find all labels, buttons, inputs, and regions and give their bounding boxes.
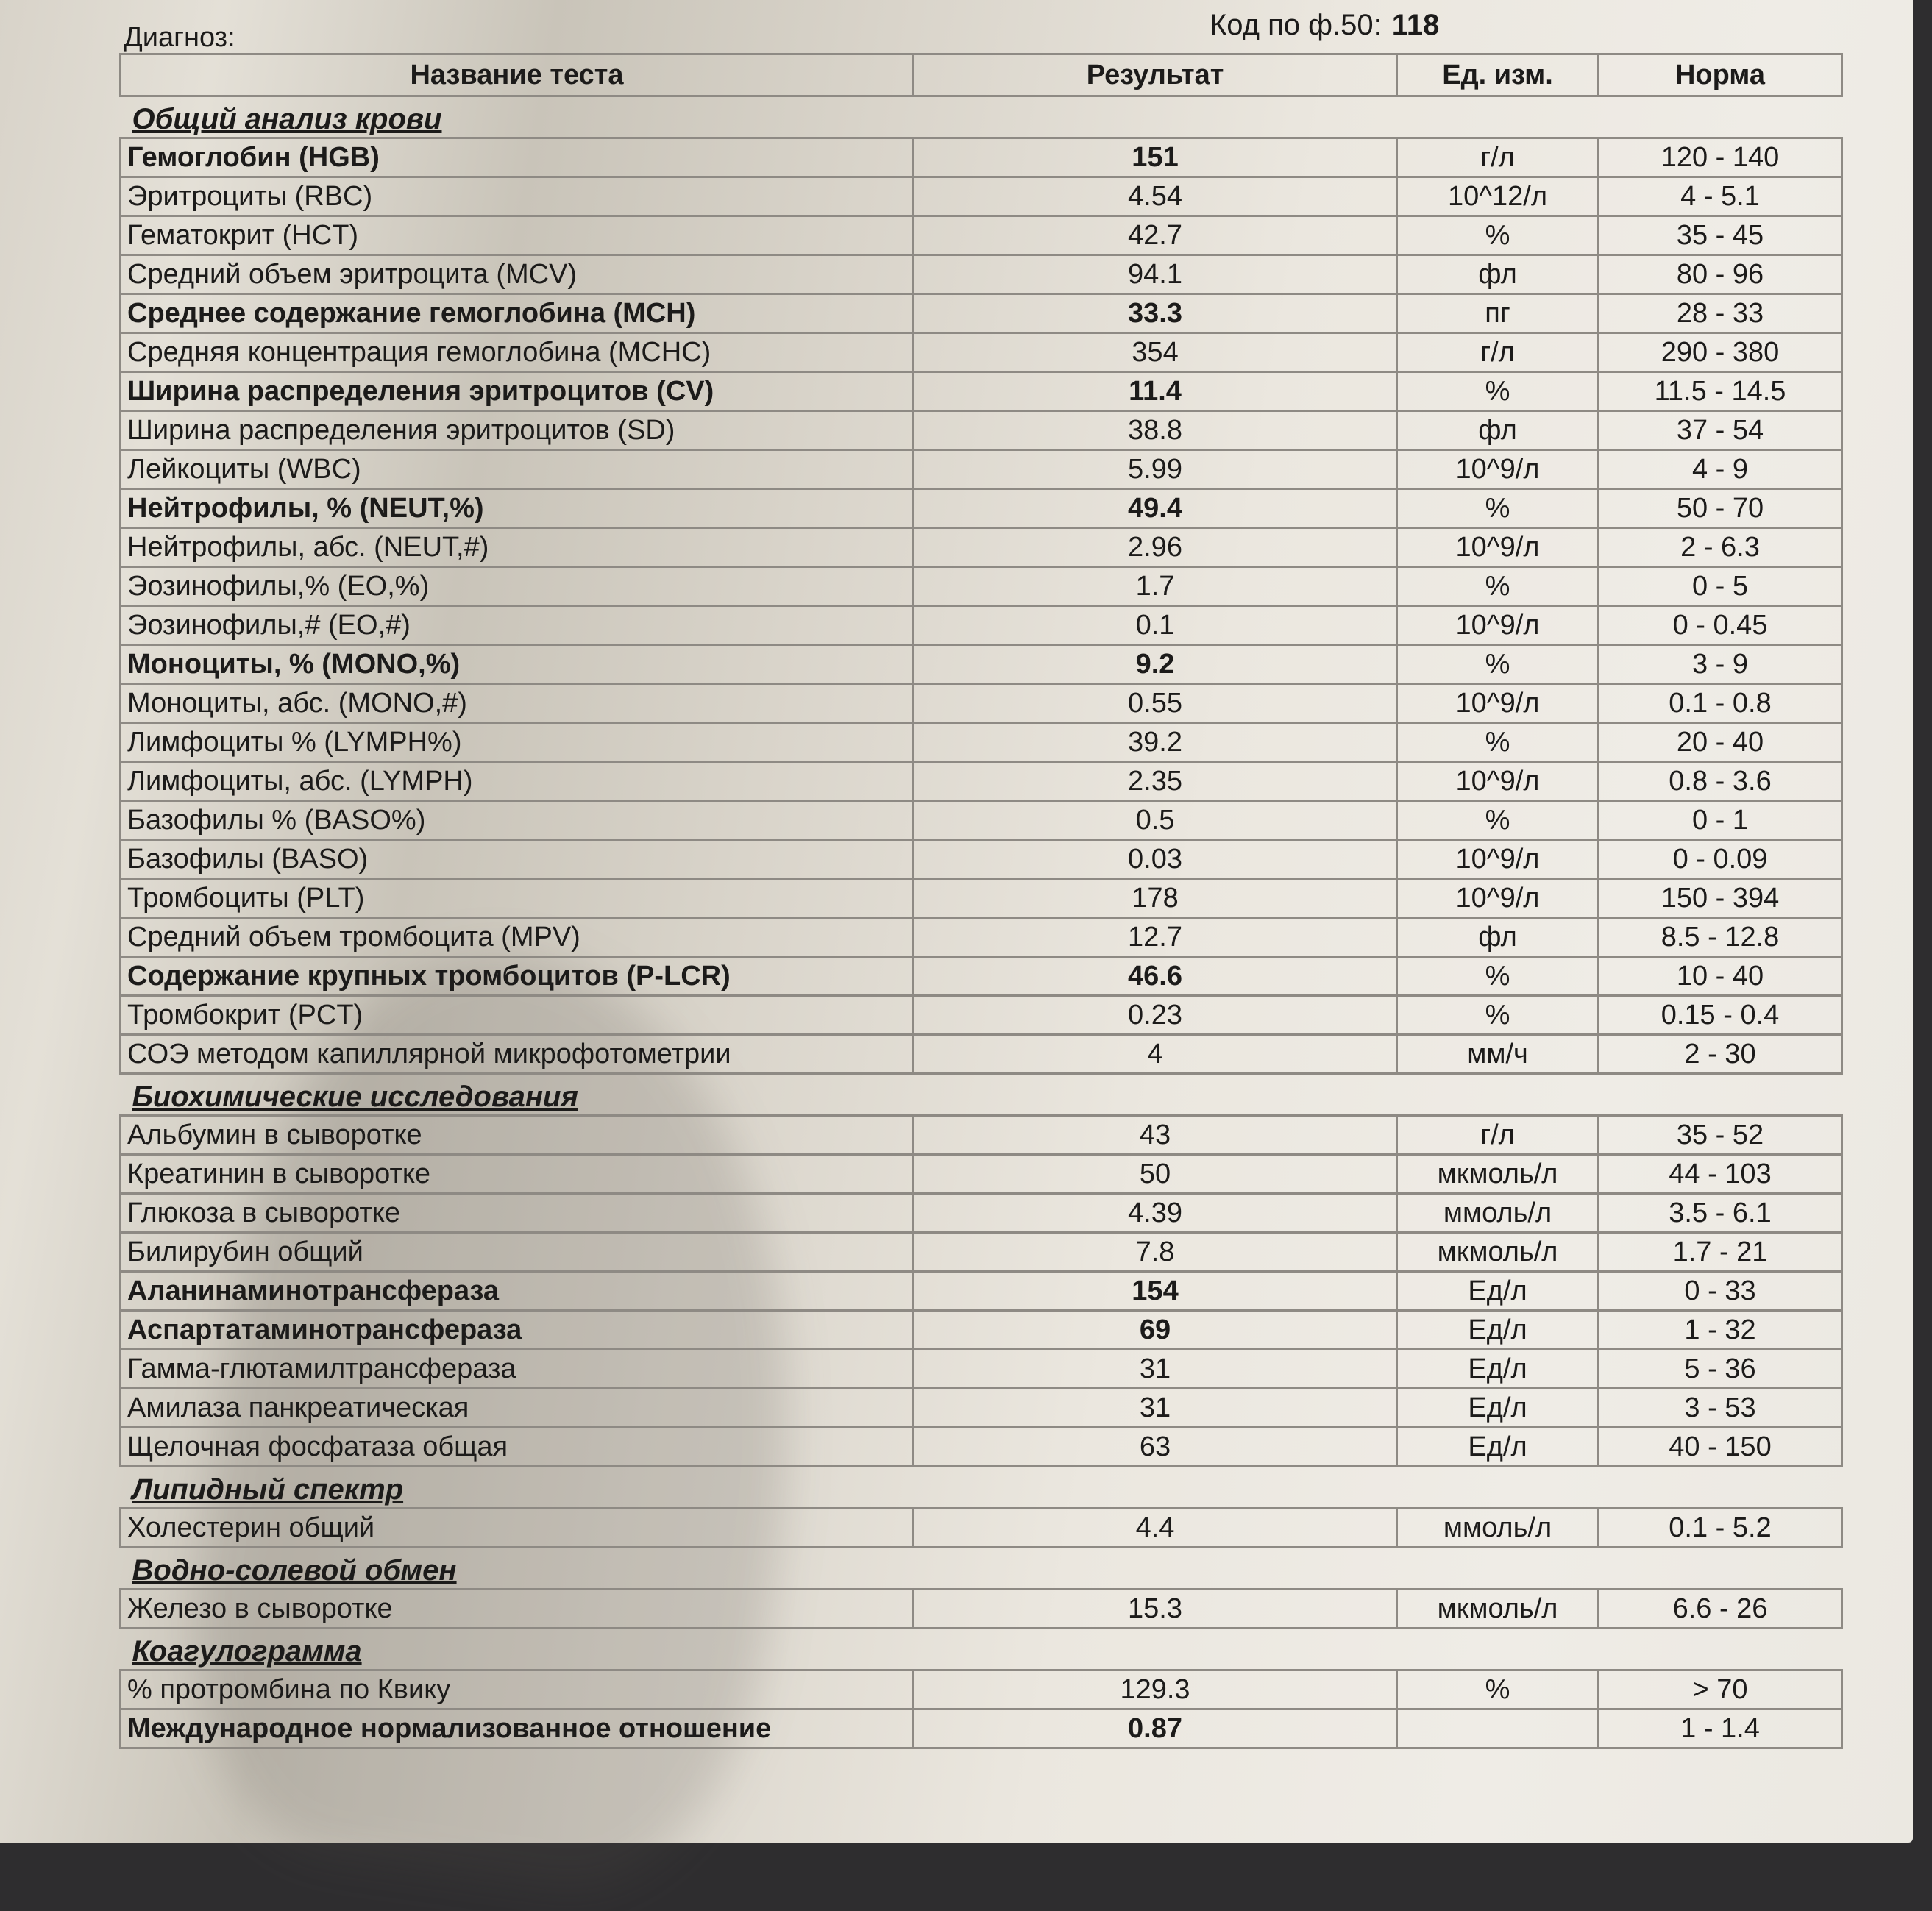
table-row — [121, 645, 1842, 684]
result-cell: 0.87 — [914, 1709, 1397, 1748]
unit-cell: мкмоль/л — [1397, 1590, 1599, 1629]
table-row — [121, 138, 1842, 177]
result-cell: 63 — [914, 1428, 1397, 1467]
unit-cell: % — [1397, 996, 1599, 1035]
norm-cell: 0.8 - 3.6 — [1599, 762, 1842, 801]
unit-cell: % — [1397, 723, 1599, 762]
test-name-cell: СОЭ методом капиллярной микрофотометрии — [121, 1035, 914, 1074]
norm-cell: 0 - 5 — [1599, 567, 1842, 606]
test-name-cell: Эозинофилы,# (EO,#) — [121, 606, 914, 645]
test-name-cell: Креатинин в сыворотке — [121, 1155, 914, 1194]
table-row — [121, 606, 1842, 645]
unit-cell: г/л — [1397, 333, 1599, 372]
result-cell: 154 — [914, 1272, 1397, 1311]
table-row — [121, 1670, 1842, 1709]
test-name-cell: Средний объем тромбоцита (MPV) — [121, 918, 914, 957]
unit-cell — [1397, 1709, 1599, 1748]
norm-cell: 6.6 - 26 — [1599, 1590, 1842, 1629]
result-cell: 7.8 — [914, 1233, 1397, 1272]
result-cell: 1.7 — [914, 567, 1397, 606]
form-code-label: Код по ф.50: — [1210, 9, 1382, 41]
test-name-cell: Билирубин общий — [121, 1233, 914, 1272]
result-cell: 46.6 — [914, 957, 1397, 996]
test-name-cell: Аланинаминотрансфераза — [121, 1272, 914, 1311]
test-name-cell: Железо в сыворотке — [121, 1590, 914, 1629]
table-row — [121, 489, 1842, 528]
table-row — [121, 1116, 1842, 1155]
unit-cell: Ед/л — [1397, 1428, 1599, 1467]
unit-cell: пг — [1397, 294, 1599, 333]
norm-cell: 2 - 30 — [1599, 1035, 1842, 1074]
norm-cell: 1 - 1.4 — [1599, 1709, 1842, 1748]
test-name-cell: % протромбина по Квику — [121, 1670, 914, 1709]
result-cell: 42.7 — [914, 216, 1397, 255]
result-cell: 69 — [914, 1311, 1397, 1350]
norm-cell: 1.7 - 21 — [1599, 1233, 1842, 1272]
result-cell: 4.39 — [914, 1194, 1397, 1233]
result-cell: 0.03 — [914, 840, 1397, 879]
table-row — [121, 996, 1842, 1035]
result-cell: 50 — [914, 1155, 1397, 1194]
unit-cell: фл — [1397, 411, 1599, 450]
unit-cell: Ед/л — [1397, 1350, 1599, 1389]
column-header-test-name: Название теста — [121, 54, 914, 96]
result-cell: 31 — [914, 1389, 1397, 1428]
test-name-cell: Лейкоциты (WBC) — [121, 450, 914, 489]
result-cell: 0.5 — [914, 801, 1397, 840]
unit-cell: 10^9/л — [1397, 528, 1599, 567]
table-header-row — [121, 54, 1842, 96]
test-name-cell: Глюкоза в сыворотке — [121, 1194, 914, 1233]
norm-cell: 0.15 - 0.4 — [1599, 996, 1842, 1035]
report-header — [119, 9, 1841, 53]
result-cell: 2.35 — [914, 762, 1397, 801]
section-title: Коагулограмма — [132, 1635, 362, 1668]
unit-cell: % — [1397, 1670, 1599, 1709]
result-cell: 2.96 — [914, 528, 1397, 567]
result-cell: 94.1 — [914, 255, 1397, 294]
unit-cell: % — [1397, 489, 1599, 528]
unit-cell: Ед/л — [1397, 1389, 1599, 1428]
column-header-norm: Норма — [1599, 54, 1842, 96]
table-row — [121, 255, 1842, 294]
table-row — [121, 918, 1842, 957]
table-row — [121, 1311, 1842, 1350]
test-name-cell: Лимфоциты % (LYMPH%) — [121, 723, 914, 762]
norm-cell: 0.1 - 0.8 — [1599, 684, 1842, 723]
unit-cell: мкмоль/л — [1397, 1155, 1599, 1194]
result-cell: 33.3 — [914, 294, 1397, 333]
unit-cell: 10^12/л — [1397, 177, 1599, 216]
norm-cell: 0 - 1 — [1599, 801, 1842, 840]
norm-cell: 3 - 9 — [1599, 645, 1842, 684]
norm-cell: 4 - 5.1 — [1599, 177, 1842, 216]
norm-cell: 35 - 52 — [1599, 1116, 1842, 1155]
unit-cell: 10^9/л — [1397, 606, 1599, 645]
test-name-cell: Средняя концентрация гемоглобина (MCHC) — [121, 333, 914, 372]
section-header-row — [121, 1074, 1842, 1116]
test-name-cell: Тромбокрит (PCT) — [121, 996, 914, 1035]
table-row — [121, 1350, 1842, 1389]
table-row — [121, 333, 1842, 372]
table-row — [121, 801, 1842, 840]
table-row — [121, 567, 1842, 606]
test-name-cell: Гемоглобин (HGB) — [121, 138, 914, 177]
unit-cell: % — [1397, 216, 1599, 255]
unit-cell: % — [1397, 801, 1599, 840]
norm-cell: 120 - 140 — [1599, 138, 1842, 177]
norm-cell: 2 - 6.3 — [1599, 528, 1842, 567]
unit-cell: Ед/л — [1397, 1272, 1599, 1311]
test-name-cell: Средний объем эритроцита (MCV) — [121, 255, 914, 294]
table-row — [121, 1194, 1842, 1233]
unit-cell: ммоль/л — [1397, 1509, 1599, 1548]
norm-cell: 35 - 45 — [1599, 216, 1842, 255]
result-cell: 31 — [914, 1350, 1397, 1389]
unit-cell: мкмоль/л — [1397, 1233, 1599, 1272]
norm-cell: 40 - 150 — [1599, 1428, 1842, 1467]
result-cell: 4.54 — [914, 177, 1397, 216]
norm-cell: 5 - 36 — [1599, 1350, 1842, 1389]
norm-cell: 11.5 - 14.5 — [1599, 372, 1842, 411]
norm-cell: 0 - 0.09 — [1599, 840, 1842, 879]
section-header-row — [121, 1629, 1842, 1670]
norm-cell: 1 - 32 — [1599, 1311, 1842, 1350]
norm-cell: 20 - 40 — [1599, 723, 1842, 762]
table-row — [121, 177, 1842, 216]
test-name-cell: Содержание крупных тромбоцитов (P-LCR) — [121, 957, 914, 996]
form-code — [1210, 9, 1439, 42]
column-header-result: Результат — [914, 54, 1397, 96]
table-row — [121, 216, 1842, 255]
lab-report — [119, 9, 1841, 1749]
test-name-cell: Международное нормализованное отношение — [121, 1709, 914, 1748]
result-cell: 49.4 — [914, 489, 1397, 528]
table-row — [121, 1389, 1842, 1428]
test-name-cell: Нейтрофилы, абс. (NEUT,#) — [121, 528, 914, 567]
table-row — [121, 1035, 1842, 1074]
norm-cell: 37 - 54 — [1599, 411, 1842, 450]
table-row — [121, 294, 1842, 333]
norm-cell: 8.5 - 12.8 — [1599, 918, 1842, 957]
section-header-row — [121, 96, 1842, 138]
result-cell: 39.2 — [914, 723, 1397, 762]
test-name-cell: Тромбоциты (PLT) — [121, 879, 914, 918]
table-row — [121, 528, 1842, 567]
diagnosis-label: Диагноз: — [124, 22, 235, 53]
result-cell: 5.99 — [914, 450, 1397, 489]
test-name-cell: Аспартатаминотрансфераза — [121, 1311, 914, 1350]
result-cell: 178 — [914, 879, 1397, 918]
table-row — [121, 1709, 1842, 1748]
section-title: Биохимические исследования — [132, 1081, 578, 1113]
results-body — [121, 96, 1842, 1748]
result-cell: 11.4 — [914, 372, 1397, 411]
norm-cell: 50 - 70 — [1599, 489, 1842, 528]
result-cell: 15.3 — [914, 1590, 1397, 1629]
unit-cell: 10^9/л — [1397, 762, 1599, 801]
norm-cell: 0.1 - 5.2 — [1599, 1509, 1842, 1548]
unit-cell: Ед/л — [1397, 1311, 1599, 1350]
unit-cell: % — [1397, 645, 1599, 684]
norm-cell: 3.5 - 6.1 — [1599, 1194, 1842, 1233]
norm-cell: 3 - 53 — [1599, 1389, 1842, 1428]
unit-cell: 10^9/л — [1397, 879, 1599, 918]
table-row — [121, 762, 1842, 801]
norm-cell: 4 - 9 — [1599, 450, 1842, 489]
test-name-cell: Эозинофилы,% (EO,%) — [121, 567, 914, 606]
test-name-cell: Моноциты, абс. (MONO,#) — [121, 684, 914, 723]
unit-cell: % — [1397, 567, 1599, 606]
test-name-cell: Среднее содержание гемоглобина (MCH) — [121, 294, 914, 333]
unit-cell: 10^9/л — [1397, 684, 1599, 723]
section-title: Общий анализ крови — [132, 103, 442, 135]
unit-cell: 10^9/л — [1397, 450, 1599, 489]
norm-cell: 80 - 96 — [1599, 255, 1842, 294]
norm-cell: 290 - 380 — [1599, 333, 1842, 372]
test-name-cell: Амилаза панкреатическая — [121, 1389, 914, 1428]
test-name-cell: Ширина распределения эритроцитов (CV) — [121, 372, 914, 411]
result-cell: 38.8 — [914, 411, 1397, 450]
table-row — [121, 1272, 1842, 1311]
table-row — [121, 1233, 1842, 1272]
table-row — [121, 957, 1842, 996]
table-row — [121, 1428, 1842, 1467]
result-cell: 43 — [914, 1116, 1397, 1155]
unit-cell: г/л — [1397, 1116, 1599, 1155]
table-row — [121, 1509, 1842, 1548]
norm-cell: > 70 — [1599, 1670, 1842, 1709]
test-name-cell: Эритроциты (RBC) — [121, 177, 914, 216]
results-table — [119, 53, 1843, 1749]
norm-cell: 0 - 0.45 — [1599, 606, 1842, 645]
test-name-cell: Щелочная фосфатаза общая — [121, 1428, 914, 1467]
test-name-cell: Моноциты, % (MONO,%) — [121, 645, 914, 684]
test-name-cell: Холестерин общий — [121, 1509, 914, 1548]
unit-cell: % — [1397, 372, 1599, 411]
table-row — [121, 1155, 1842, 1194]
table-row — [121, 723, 1842, 762]
result-cell: 354 — [914, 333, 1397, 372]
section-title: Липидный спектр — [132, 1473, 404, 1506]
result-cell: 4 — [914, 1035, 1397, 1074]
test-name-cell: Гематокрит (HCT) — [121, 216, 914, 255]
form-code-value: 118 — [1391, 9, 1440, 41]
section-title: Водно-солевой обмен — [132, 1554, 457, 1587]
test-name-cell: Базофилы % (BASO%) — [121, 801, 914, 840]
unit-cell: фл — [1397, 918, 1599, 957]
test-name-cell: Альбумин в сыворотке — [121, 1116, 914, 1155]
column-header-unit: Ед. изм. — [1397, 54, 1599, 96]
norm-cell: 44 - 103 — [1599, 1155, 1842, 1194]
result-cell: 12.7 — [914, 918, 1397, 957]
result-cell: 0.23 — [914, 996, 1397, 1035]
unit-cell: % — [1397, 957, 1599, 996]
test-name-cell: Лимфоциты, абс. (LYMPH) — [121, 762, 914, 801]
norm-cell: 0 - 33 — [1599, 1272, 1842, 1311]
result-cell: 129.3 — [914, 1670, 1397, 1709]
table-row — [121, 840, 1842, 879]
norm-cell: 10 - 40 — [1599, 957, 1842, 996]
result-cell: 4.4 — [914, 1509, 1397, 1548]
table-row — [121, 450, 1842, 489]
result-cell: 0.1 — [914, 606, 1397, 645]
test-name-cell: Ширина распределения эритроцитов (SD) — [121, 411, 914, 450]
test-name-cell: Гамма-глютамилтрансфераза — [121, 1350, 914, 1389]
test-name-cell: Нейтрофилы, % (NEUT,%) — [121, 489, 914, 528]
result-cell: 0.55 — [914, 684, 1397, 723]
unit-cell: фл — [1397, 255, 1599, 294]
section-header-row — [121, 1467, 1842, 1509]
unit-cell: г/л — [1397, 138, 1599, 177]
result-cell: 151 — [914, 138, 1397, 177]
norm-cell: 150 - 394 — [1599, 879, 1842, 918]
result-cell: 9.2 — [914, 645, 1397, 684]
table-row — [121, 372, 1842, 411]
table-row — [121, 411, 1842, 450]
unit-cell: ммоль/л — [1397, 1194, 1599, 1233]
test-name-cell: Базофилы (BASO) — [121, 840, 914, 879]
unit-cell: мм/ч — [1397, 1035, 1599, 1074]
table-row — [121, 684, 1842, 723]
table-row — [121, 1590, 1842, 1629]
unit-cell: 10^9/л — [1397, 840, 1599, 879]
norm-cell: 28 - 33 — [1599, 294, 1842, 333]
section-header-row — [121, 1548, 1842, 1590]
table-row — [121, 879, 1842, 918]
